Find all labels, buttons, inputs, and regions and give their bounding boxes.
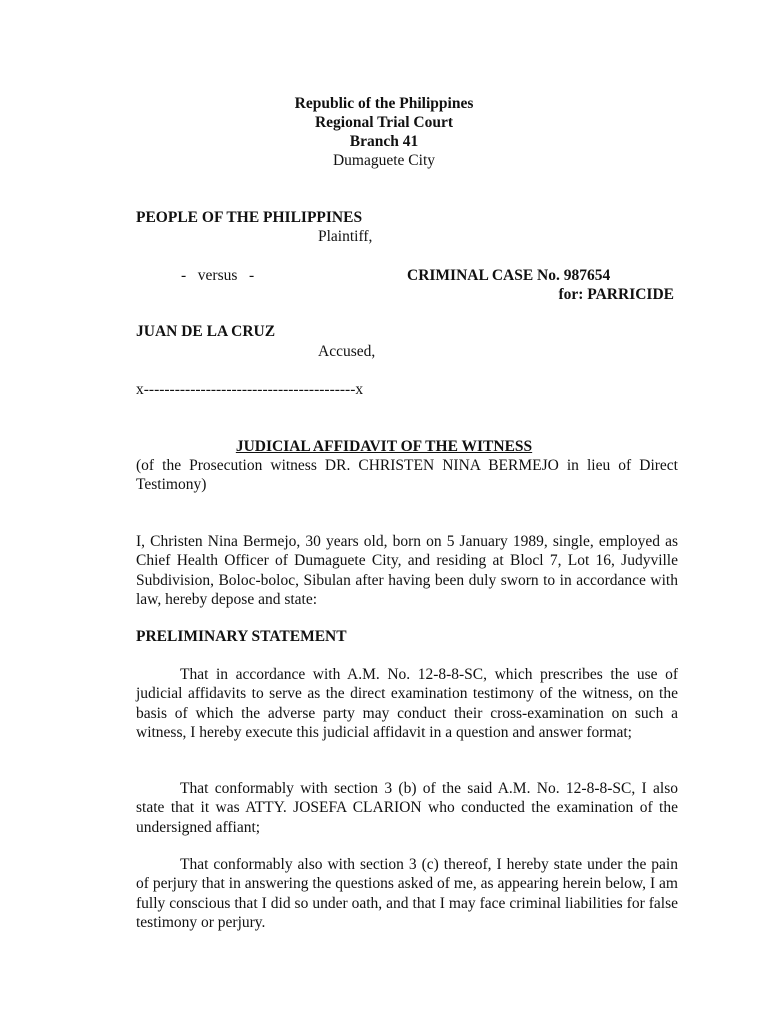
section-heading: PRELIMINARY STATEMENT	[136, 628, 347, 645]
plaintiff-name: PEOPLE OF THE PHILIPPINES	[136, 209, 363, 226]
case-charge: for: PARRICIDE	[558, 286, 674, 303]
document-title: JUDICIAL AFFIDAVIT OF THE WITNESS	[235, 438, 533, 455]
header-republic: Republic of the Philippines	[294, 95, 474, 112]
header-branch: Branch 41	[349, 133, 419, 150]
paragraph-3: That conformably also with section 3 (c) thereof, I hereby state under the pain of perjury that in answering the questions asked of me, as appearing herein below, I am fully conscious that I did so under oath, and that I may face criminal liabilities for false testimony or perjury.	[136, 856, 678, 931]
paragraph-1: That in accordance with A.M. No. 12-8-8-SC, which prescribes the use of judicial affidavits to serve as the direct examination testimony of the witness, on the basis of which the adverse party may conduct their cross-examination on such a witness, I hereby execute this judicial affidavit in a question and answer format;	[136, 666, 678, 741]
accused-role: Accused,	[318, 343, 376, 360]
document-subtitle: (of the Prosecution witness DR. CHRISTEN NINA BERMEJO in lieu of Direct Testimony)	[136, 457, 678, 494]
header-court: Regional Trial Court	[314, 114, 454, 131]
paragraph-2: That conformably with section 3 (b) of the said A.M. No. 12-8-8-SC, I also state that it was ATTY. JOSEFA CLARION who conducted the examination of the undersigned affiant;	[136, 780, 678, 836]
header-city: Dumaguete City	[332, 152, 436, 169]
intro-paragraph: I, Christen Nina Bermejo, 30 years old, born on 5 January 1989, single, employed as Chief Health Officer of Dumaguete City, and residing at Blocl 7, Lot 16, Judyville Subdivision, Boloc-boloc, Sibulan after having been duly sworn to in accordance with law, hereby depose and state:	[136, 533, 678, 608]
accused-name: JUAN DE LA CRUZ	[136, 323, 276, 340]
case-number: CRIMINAL CASE No. 987654	[407, 267, 611, 284]
caption-separator: x-----------------------------------------x	[136, 381, 364, 398]
plaintiff-role: Plaintiff,	[318, 228, 373, 245]
versus-label: - versus -	[181, 267, 255, 284]
